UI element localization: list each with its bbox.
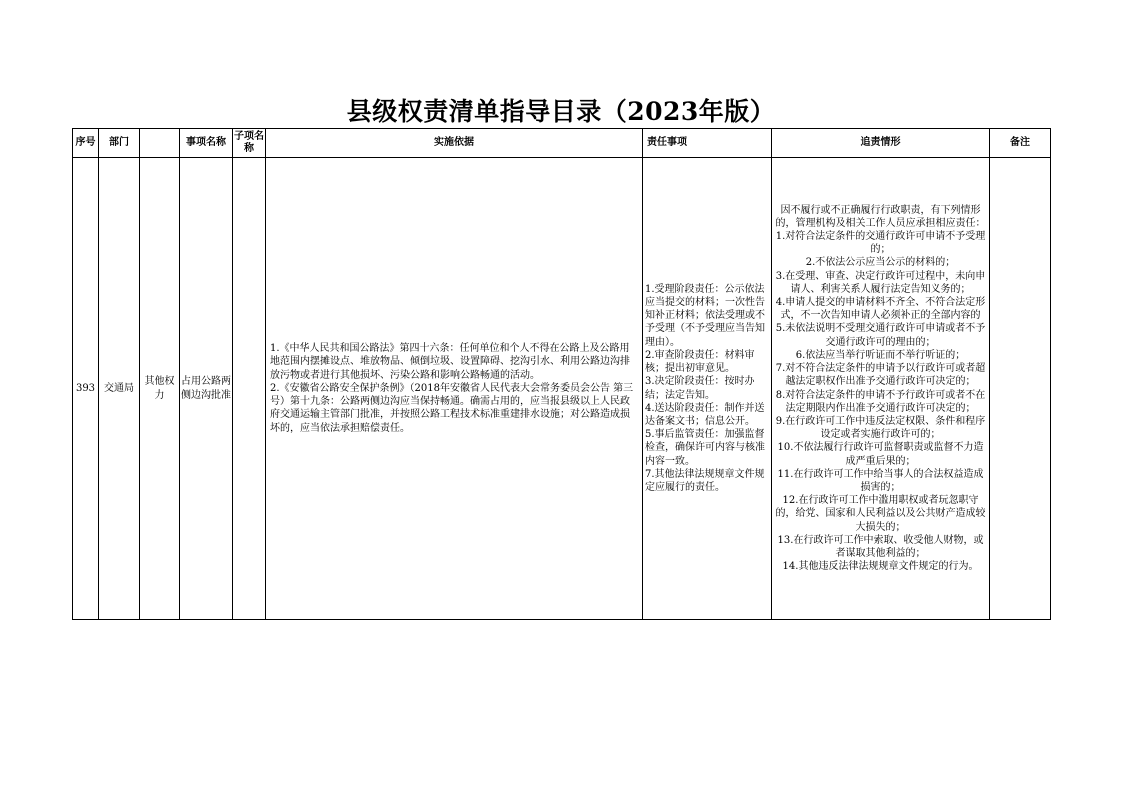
header-accountability: 追责情形 [772, 129, 990, 158]
accountability-item: 6.依法应当举行听证而不举行听证的； [795, 349, 966, 361]
responsibility-item: 1.受理阶段责任：公示依法应当提交的材料；一次性告知补正材料；依法受理或不予受理（不予受理应当告知理由）。 [645, 283, 765, 348]
header-dept: 部门 [99, 129, 140, 158]
accountability-item: 10.不依法履行行政许可监督职责或监督不力造成严重后果的； [777, 442, 984, 467]
accountability-item: 9.在行政许可工作中违反法定权限、条件和程序设定或者实施行政许可的； [775, 415, 986, 441]
cell-dept: 交通局 [99, 158, 140, 620]
responsibility-item: 3.决定阶段责任：按时办结；法定告知。 [645, 376, 755, 401]
cell-accountability [772, 158, 990, 620]
power-list-table [72, 128, 1051, 620]
basis-clause: 1.《中华人民共和国公路法》第四十六条：任何单位和个人不得在公路上及公路用地范围内摆摊设点、堆放物品、倾倒垃圾、设置障碍、挖沟引水、利用公路边沟排放污物或者进行其他损坏、污染公路和影响公路畅通的活动。 [270, 343, 630, 381]
accountability-item: 1.对符合法定条件的交通行政许可申请不予受理的； [775, 231, 986, 256]
responsibility-item: 2.审查阶段责任：材料审核；提出初审意见。 [645, 349, 755, 375]
responsibility-item: 4.送达阶段责任：制作并送达备案文书；信息公开。 [645, 402, 765, 427]
header-seq: 序号 [73, 129, 99, 158]
cell-responsibility [643, 158, 772, 620]
header-responsibility: 责任事项 [643, 129, 772, 158]
header-row [73, 129, 1051, 158]
accountability-item: 4.申请人提交的申请材料不齐全、不符合法定形式，不一次告知申请人必须补正的全部内容的 [775, 297, 986, 322]
accountability-item: 8.对符合法定条件的申请不予行政许可或者不在法定期限内作出准予交通行政许可决定的； [775, 389, 986, 414]
header-basis: 实施依据 [266, 129, 643, 158]
cell-basis [266, 158, 643, 620]
accountability-item: 2.不依法公示应当公示的材料的； [805, 257, 956, 269]
basis-clause: 2.《安徽省公路安全保护条例》（2018年安徽省人民代表大会常务委员会公告 第三号）第十九条：公路两侧边沟应当保持畅通。确需占用的，应当报县级以上人民政府交通运输主管部门批准，并按照公路工程技术标准重建排水设施；对公路造成损坏的，应当依法承担赔偿责任。 [270, 382, 634, 434]
table-row [73, 158, 1051, 620]
cell-type: 其他权力 [140, 158, 180, 620]
accountability-item: 12.在行政许可工作中滥用职权或者玩忽职守的，给党、国家和人民利益以及公共财产造成较大损失的； [775, 495, 986, 533]
accountability-item: 14.其他违反法律法规规章文件规定的行为。 [782, 561, 979, 573]
accountability-item: 7.对不符合法定条件的申请予以行政许可或者超越法定职权作出准予交通行政许可决定的； [775, 363, 986, 388]
header-item-name: 事项名称 [180, 129, 233, 158]
page-title: 县级权责清单指导目录（2023年版） [346, 97, 776, 126]
header-sub-item: 子项名称 [233, 129, 266, 158]
accountability-item: 3.在受理、审查、决定行政许可过程中，未向申请人、利害关系人履行法定告知义务的； [775, 270, 986, 295]
cell-sub-item [233, 158, 266, 620]
cell-seq: 393 [73, 158, 99, 620]
accountability-item: 5.未依法说明不受理交通行政许可申请或者不予交通行政许可的理由的； [775, 323, 986, 348]
responsibility-item: 7.其他法律法规规章文件规定应履行的责任。 [645, 468, 765, 493]
responsibility-item: 5.事后监管责任：加强监督检查，确保许可内容与核准内容一致。 [645, 429, 765, 467]
accountability-item: 11.在行政许可工作中给当事人的合法权益造成损害的； [777, 468, 984, 493]
header-note: 备注 [990, 129, 1051, 158]
cell-item-name: 占用公路两侧边沟批准 [180, 158, 233, 620]
cell-note [990, 158, 1051, 620]
accountability-item: 因不履行或不正确履行行政职责，有下列情形的，管理机构及相关工作人员应承担相应责任： [775, 204, 986, 229]
header-type [140, 129, 180, 158]
accountability-item: 13.在行政许可工作中索取、收受他人财物，或者谋取其他利益的； [777, 534, 984, 559]
